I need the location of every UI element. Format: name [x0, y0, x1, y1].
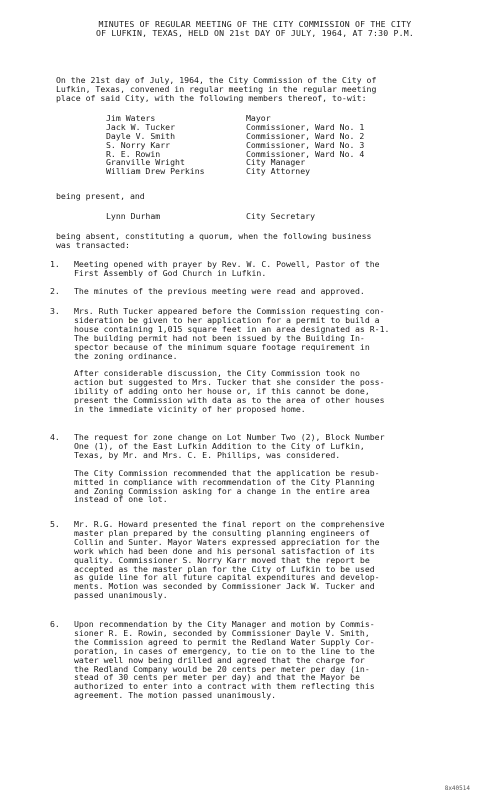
- member-name: William Drew Perkins: [106, 166, 205, 177]
- intro-line: place of said City, with the following members thereof, to-wit:: [56, 92, 367, 103]
- item-line: as guide line for all future capital expenditures and develop-: [74, 572, 380, 583]
- secretary-title: City Secretary: [246, 211, 316, 221]
- member-name: S. Norry Karr: [106, 139, 171, 150]
- member-title: Mayor: [246, 113, 271, 123]
- item-text: [74, 287, 440, 296]
- item-paragraph: [74, 307, 440, 360]
- member-title: City Attorney: [246, 166, 311, 177]
- item-line: present the Commission with data as to the area of other houses: [74, 395, 385, 406]
- item-line: work which had been done and his personal satisfaction of its: [74, 545, 375, 556]
- item-number: 4.: [50, 432, 60, 442]
- item-line: First Assembly of God Church in Lufkin.: [74, 267, 267, 278]
- item-line: passed unanimously.: [74, 590, 168, 601]
- item-line: in the immediate vicinity of her proposed home.: [74, 404, 306, 415]
- quorum-line: was transacted:: [56, 239, 130, 250]
- item-line: sideration be given to her application for a permit to build a: [74, 314, 380, 325]
- item-line: Texas, by Mr. and Mrs. C. E. Phillips, was considered.: [74, 449, 341, 460]
- being-present-text: being present, and: [56, 191, 145, 201]
- item-line: accepted as the master plan for the City of Lufkin to be used: [74, 563, 375, 574]
- item-line: Meeting opened with prayer by Rev. W. C. Powell, Pastor of the: [74, 259, 380, 269]
- item-line: Collin and Sunter. Mayor Waters expressed appreciation for the: [74, 536, 380, 547]
- item-line: water well now being drilled and agreed that the charge for: [74, 654, 365, 665]
- quorum-paragraph: [56, 232, 428, 250]
- member-name: Granville Wright: [106, 157, 185, 168]
- item-text: [74, 433, 440, 504]
- item-line: Mr. R.G. Howard presented the final report on the comprehensive: [74, 519, 385, 529]
- member-title: Commissioner, Ward No. 1: [246, 121, 365, 132]
- item-line: the Commission agreed to permit the Redland Water Supply Cor-: [74, 636, 375, 647]
- member-name: Dayle V. Smith: [106, 130, 176, 141]
- quorum-line: being absent, constituting a quorum, when the following business: [56, 231, 372, 241]
- members-list: [106, 114, 436, 176]
- member-name: R. E. Rowin: [106, 148, 161, 159]
- item-line: house containing 1,015 square feet in an area designated as R-1.: [74, 323, 390, 334]
- item-number: 1.: [50, 259, 60, 269]
- title-line: OF LUFKIN, TEXAS, HELD ON 21st DAY OF JULY, 1964, AT 7:30 P.M.: [95, 27, 415, 38]
- member-name: Jim Waters: [106, 113, 156, 123]
- item-line: poration, in cases of emergency, to tie on to the line to the: [74, 645, 375, 656]
- member-title: Commissioner, Ward No. 4: [246, 148, 365, 159]
- item-number: 5.: [50, 519, 60, 529]
- item-line: spector because of the minimum square footage requirement in: [74, 341, 370, 352]
- intro-line: Lufkin, Texas, convened in regular meeting in the regular meeting: [56, 83, 377, 94]
- item-text: [74, 620, 440, 700]
- item-line: The request for zone change on Lot Number Two (2), Block Number: [74, 432, 385, 442]
- item-text: [74, 307, 440, 414]
- item-line: quality. Commissioner S. Norry Karr moved that the report be: [74, 554, 370, 565]
- document-title: [70, 20, 440, 38]
- item-number: 3.: [50, 306, 60, 316]
- member-title: Commissioner, Ward No. 3: [246, 139, 365, 150]
- member-name: Jack W. Tucker: [106, 121, 176, 132]
- item-number: 6.: [50, 619, 60, 629]
- page-mark: 8x40514: [444, 785, 470, 793]
- item-line: authorized to enter into a contract with them reflecting this: [74, 681, 375, 692]
- item-line: master plan prepared by the consulting planning engineers of: [74, 527, 370, 538]
- item-line: One (1), of the East Lufkin Addition to the City of Lufkin,: [74, 440, 365, 451]
- item-line: After considerable discussion, the City Commission took no: [74, 368, 360, 379]
- secretary-row: [106, 212, 315, 221]
- member-title: Commissioner, Ward No. 2: [246, 130, 365, 141]
- item-paragraph: [74, 369, 440, 414]
- title-line: MINUTES OF REGULAR MEETING OF THE CITY COMMISSION OF THE CITY: [98, 19, 412, 29]
- item-line: The building permit had not been issued by the Building In-: [74, 332, 365, 343]
- secretary-name: Lynn Durham: [106, 211, 161, 221]
- intro-line: On the 21st day of July, 1964, the City Commission of the City of: [56, 75, 377, 85]
- item-line: The City Commission recommended that the application be resub-: [74, 467, 380, 478]
- item-line: instead of one lot.: [74, 494, 168, 505]
- item-paragraph: [74, 469, 440, 505]
- item-line: ments. Motion was seconded by Commissioner Jack W. Tucker and: [74, 581, 375, 592]
- item-line: Mrs. Ruth Tucker appeared before the Commission requesting con-: [74, 306, 385, 316]
- item-line: and Zoning Commission asking for a change in the entire area: [74, 485, 370, 496]
- member-title: City Manager: [246, 157, 306, 168]
- item-line: action but suggested to Mrs. Tucker that she consider the poss-: [74, 377, 385, 388]
- item-line: mitted in compliance with recommendation of the City Planning: [74, 476, 375, 487]
- item-line: stead of 30 cents per meter per day) and that the Mayor be: [74, 672, 360, 683]
- item-line: The minutes of the previous meeting were read and approved.: [74, 286, 365, 296]
- item-line: the Redland Company would be 20 cents per meter per day (in-: [74, 663, 370, 674]
- item-line: agreement. The motion passed unanimously.: [74, 690, 277, 701]
- item-paragraph: [74, 433, 440, 460]
- member-row: [106, 167, 436, 176]
- item-line: Upon recommendation by the City Manager and motion by Commis-: [74, 619, 375, 629]
- item-text: [74, 260, 440, 278]
- item-line: the zoning ordinance.: [74, 350, 178, 361]
- item-line: ibility of adding onto her house or, if this cannot be done,: [74, 386, 370, 397]
- item-number: 2.: [50, 286, 60, 296]
- intro-paragraph: [56, 76, 428, 103]
- item-text: [74, 520, 440, 600]
- item-line: sioner R. E. Rowin, seconded by Commissioner Dayle V. Smith,: [74, 627, 370, 638]
